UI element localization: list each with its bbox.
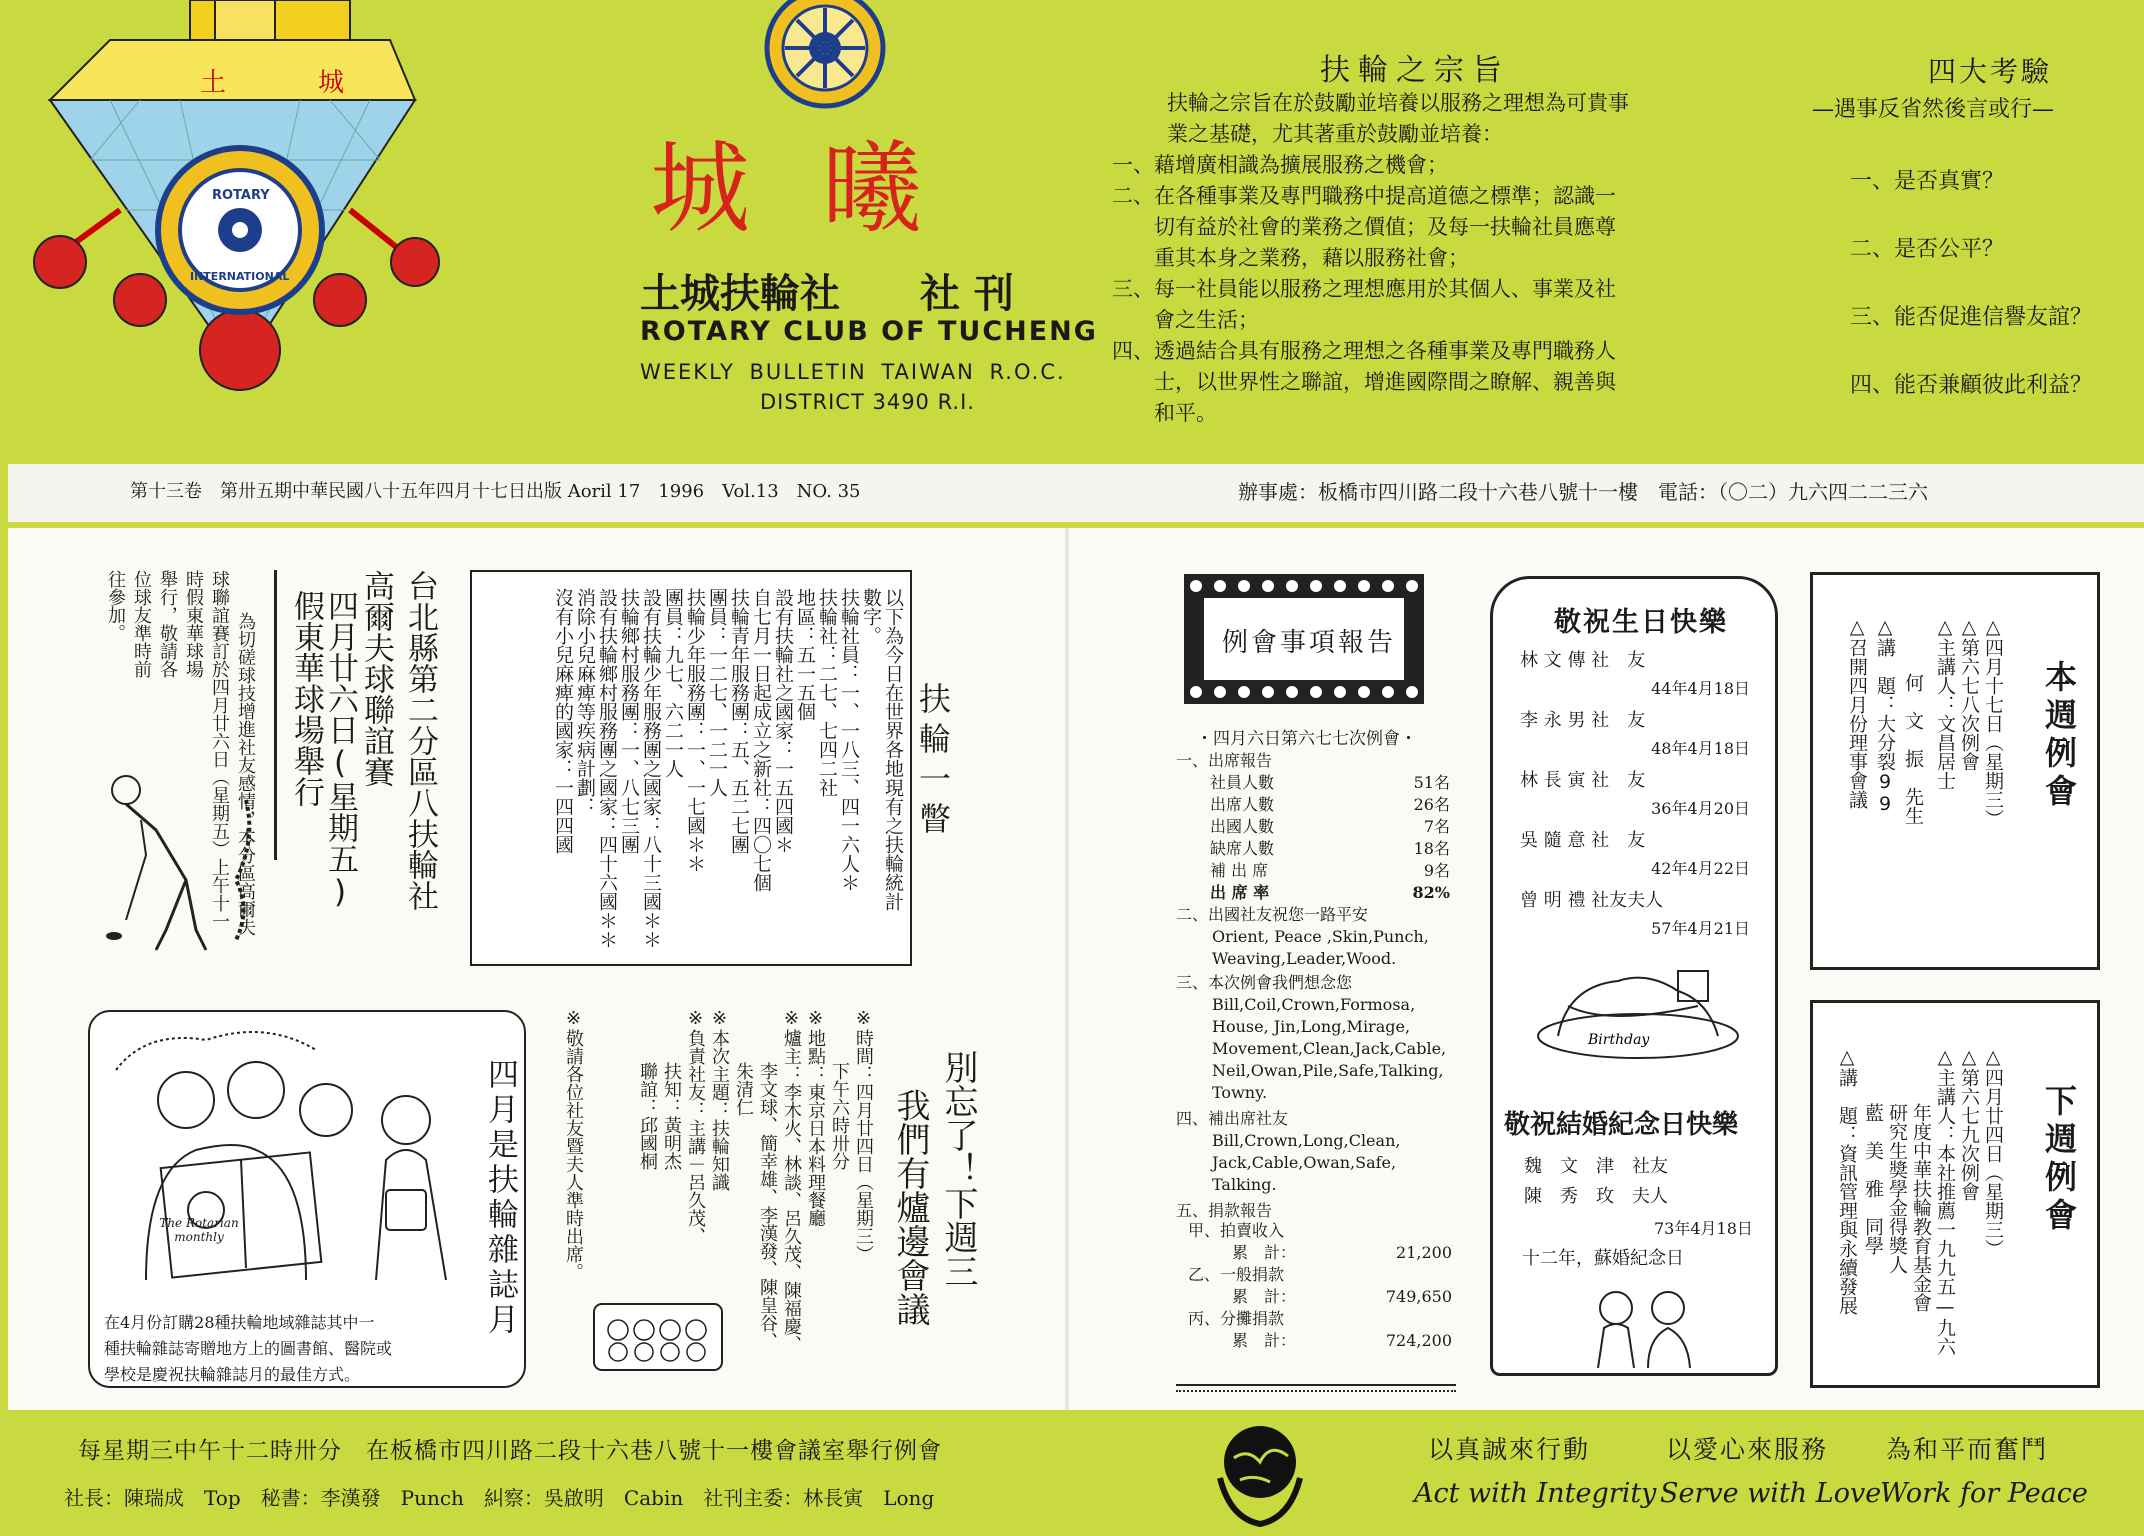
golf-title-1: 台北縣第二分區八扶輪社: [402, 570, 438, 911]
this-week-line-1: △四月十七日（星期三）: [1982, 616, 2004, 828]
objects-item-2c: 重其本身之業務，藉以服務社會；: [1112, 246, 1469, 270]
miss-line-5: Towny.: [1212, 1083, 1268, 1102]
diamond-logo: [30, 0, 440, 440]
logo-emblem-bottom: INTERNATIONAL: [190, 270, 290, 283]
meeting-info: 每星期三中午十二時卅分 在板橋市四川路二段十六巷八號十一樓會議室舉行例會: [78, 1438, 942, 1464]
anniversary-note: 十二年，蘇婚紀念日: [1522, 1248, 1684, 1269]
attendance-row: 缺席人數 18名: [1210, 839, 1450, 858]
donation-row: 累 計： 749,650: [1232, 1287, 1452, 1306]
objects-intro-1: 扶輪之宗旨在於鼓勵並培養以服務之理想為可貴事: [1167, 91, 1629, 115]
makeup-line-2: Jack,Cable,Owan,Safe,: [1212, 1153, 1397, 1172]
makeup-list: [1212, 1130, 1400, 1196]
objects-item-4b: 士，以世界性之聯誼，增進國際間之瞭解、親善與: [1112, 370, 1616, 394]
golf-body-6: 往參加。: [105, 570, 126, 642]
magazine-cover-text: The Rotarian monthly: [159, 1216, 239, 1244]
golf-body-5: 位球友準時前: [131, 570, 152, 678]
makeup-line-1: Bill,Crown,Long,Clean,: [1212, 1131, 1401, 1150]
travel-line-2: Weaving,Leader,Wood.: [1212, 949, 1397, 968]
motto-cn-1: 以真誠來行動: [1428, 1435, 1591, 1464]
motto-en-2: Serve with Love: [1660, 1478, 1882, 1509]
golf-title-frame: [274, 570, 277, 860]
officers: 社長：陳瑞成 Top 秘書：李漢發 Punch 糾察：吳啟明 Cabin 社刊主委：林長寅 Long: [64, 1486, 935, 1510]
fireside-line-8: ※負責社友：主講－呂久茂、: [685, 1008, 706, 1245]
glance-line-1: 以下為今日在世界各地現有之扶輪統計: [882, 588, 904, 911]
magazine-caption-2: 種扶輪雜誌寄贈地方上的圖書館、醫院或: [104, 1339, 393, 1358]
golf-body-1: 為切磋球技增進社友感情，本分區高爾夫: [235, 612, 256, 936]
club-name-cn: 土城扶輪社 社 刊: [640, 271, 1014, 317]
golf-title-4: 假東華球場舉行: [288, 590, 324, 807]
motto-en-3: Work for Peace: [1880, 1478, 2088, 1509]
fireside-line-9: 扶知：黃明杰: [661, 1008, 682, 1170]
golf-title-2: 高爾夫球聯誼賽: [358, 570, 394, 787]
anniversary-name-1: 魏 文 津 社友: [1524, 1156, 1668, 1177]
birthday-list: [1520, 646, 1750, 946]
travel-header: 二、出國社友祝您一路平安: [1176, 905, 1369, 924]
report-bottom-border: [1176, 1384, 1456, 1392]
fireside-line-4: ※爐主：李木火、林談、呂久茂、陳福慶、: [781, 1008, 802, 1353]
logo-text-right: 城: [318, 68, 345, 98]
objects-title: 扶輪之宗旨: [1320, 53, 1510, 88]
fireside-title-1: 別忘了！下週三: [938, 1050, 978, 1288]
golf-body-4: 舉行，敬請各: [157, 570, 178, 678]
this-week-line-5: △講 題：大分裂99: [1874, 616, 1896, 815]
motto-en-1: Act with Integrity: [1414, 1478, 1657, 1509]
birthday-title: 敬祝生日快樂: [1554, 607, 1728, 638]
this-week-line-4: 何 文 振 先生: [1902, 616, 1924, 825]
fireside-line-5: 李文球、簡幸雄、李漢發、陳皇谷、: [757, 1008, 778, 1350]
issue-info: 第十三卷 第卅五期中華民國八十五年四月十七日出版 Aoril 17 1996 Vol.13 NO. 35: [130, 481, 861, 502]
this-week-title: 本週例會: [2040, 660, 2078, 812]
objects-item-1: 一、藉增廣相識為擴展服務之機會；: [1112, 153, 1448, 177]
next-week-line-1: △四月廿四日（星期三）: [1982, 1046, 2004, 1258]
donation-label-3: 丙、分攤捐款: [1188, 1309, 1285, 1328]
rotary-wheel-icon: [760, 0, 890, 110]
donation-header: 五、捐款報告: [1176, 1201, 1273, 1220]
magazine-caption-3: 學校是慶祝扶輪雜誌月的最佳方式。: [104, 1365, 361, 1384]
magazine-title: 四月是扶輪雜誌月: [482, 1058, 518, 1338]
golf-body-3: 時假東華球場: [183, 570, 204, 678]
fireside-line-7: ※本次主題：扶輪知識: [709, 1008, 730, 1191]
four-way-title: 四大考驗: [1928, 55, 2053, 88]
glance-line-6: 設有扶輪社之國家：一五四國＊: [772, 588, 794, 854]
objects-text: [1112, 88, 1629, 429]
fireside-line-11: ※敬請各位社友暨夫人準時出席。: [563, 1008, 584, 1281]
glance-line-8: 扶輪青年服務團：五、五二七團: [728, 588, 750, 854]
glance-line-3: 扶輪社員：一、一八三、四一六人＊: [838, 588, 860, 892]
club-name-en: ROTARY CLUB OF TUCHENG: [640, 316, 1098, 347]
glance-title: 扶輪一瞥: [914, 682, 952, 842]
this-week-line-2: △第六七八次例會: [1958, 616, 1980, 771]
next-week-line-5: 研究生獎學金得獎人: [1886, 1046, 1908, 1274]
glance-line-10: 扶輪少年服務團：一、一七國＊＊: [684, 588, 706, 873]
makeup-header: 四、補出席社友: [1176, 1109, 1289, 1128]
logo-emblem-top: ROTARY: [212, 188, 270, 203]
next-week-title: 下週例會: [2040, 1084, 2078, 1236]
objects-item-2a: 二、在各種事業及專門職務中提高道德之標準；認識一: [1112, 184, 1616, 208]
birthday-date-5: 57年4月21日: [1651, 919, 1750, 938]
anniversary-names: [1524, 1152, 1668, 1212]
fireside-line-1: ※時間：四月廿四日（星期三）: [853, 1008, 874, 1263]
attendance-row: 補 出 席 9名: [1210, 861, 1450, 880]
attendance-row: 社員人數 51名: [1210, 773, 1450, 792]
glance-line-5: 地區：五一五個: [794, 588, 816, 721]
attendance-header: 一、出席報告: [1176, 751, 1273, 770]
report-title: 例會事項報告: [1222, 628, 1397, 658]
attendance-table: [1210, 772, 1450, 904]
miss-line-1: Bill,Coil,Crown,Formosa,: [1212, 995, 1416, 1014]
miss-header: 三、本次例會我們想念您: [1176, 973, 1353, 992]
anniversary-title: 敬祝結婚紀念日快樂: [1504, 1110, 1739, 1140]
glance-line-14: 設有扶輪鄉村服務團之國家：四十六國＊＊: [596, 588, 618, 949]
motto-cn-3: 為和平而奮鬥: [1886, 1435, 2049, 1464]
glance-line-15: 消除小兒麻痺等疾病計劃：: [574, 588, 596, 816]
next-week-line-2: △第六七九次例會: [1958, 1046, 1980, 1201]
birthday-name-2: 李 永 男 社 友: [1520, 710, 1646, 731]
objects-intro-2: 業之基礎，尤其著重於鼓勵並培養：: [1167, 122, 1503, 146]
globe-hands-icon: [1212, 1418, 1308, 1528]
couple-illustration: [1576, 1280, 1706, 1370]
glance-line-7: 自七月一日起成立之新社：四〇七個: [750, 588, 772, 892]
golfer-illustration: [96, 760, 266, 960]
next-week-line-4: 年度中華扶輪教育基金會: [1910, 1046, 1932, 1312]
four-way-item-4: 四、能否兼顧彼此利益？: [1850, 373, 2093, 398]
miss-line-2: House, Jin,Long,Mirage,: [1212, 1017, 1411, 1036]
magazine-illustration: [106, 1030, 466, 1290]
office-info: 辦事處：板橋市四川路二段十六巷八號十一樓 電話：（〇二）九六四二二三六: [1238, 480, 1928, 504]
birthday-date-3: 36年4月20日: [1651, 799, 1750, 818]
svg-text:Birthday: Birthday: [1588, 1032, 1650, 1048]
miss-line-4: Neil,Owan,Pile,Safe,Talking,: [1212, 1061, 1444, 1080]
fireside-line-6: 朱清仁: [733, 1008, 754, 1116]
next-week-line-3: △主講人：本社推薦一九九五—九六: [1934, 1046, 1956, 1356]
magazine-caption: [104, 1310, 392, 1388]
cake-illustration: [1528, 956, 1748, 1066]
birthday-name-1: 林 文 傳 社 友: [1520, 650, 1646, 671]
bulletin-line1: WEEKLY BULLETIN TAIWAN R.O.C.: [640, 360, 1066, 384]
attendance-row: 出 席 率 82%: [1210, 883, 1450, 902]
this-week-line-3: △主講人：文昌居士: [1934, 616, 1956, 790]
report-date: ・四月六日第六七七次例會・: [1196, 729, 1417, 749]
glance-line-4: 扶輪社：二七、七四二社: [816, 588, 838, 797]
miss-line-3: Movement,Clean,Jack,Cable,: [1212, 1039, 1447, 1058]
anniversary-date: 73年4月18日: [1654, 1219, 1753, 1238]
fireside-line-2: 下午六時卅分: [829, 1008, 850, 1170]
miss-list: [1212, 994, 1446, 1104]
next-week-line-7: △講 題：資訊管理與永續發展: [1836, 1046, 1858, 1315]
fold-shadow: [1065, 528, 1069, 1410]
donation-label-1: 甲、拍賣收入: [1188, 1221, 1285, 1240]
birthday-date-2: 48年4月18日: [1651, 739, 1750, 758]
attendance-row: 出國人數 7名: [1210, 817, 1450, 836]
attendance-row: 出席人數 26名: [1210, 795, 1450, 814]
donation-row: 累 計： 724,200: [1232, 1331, 1452, 1350]
objects-item-3a: 三、每一社員能以服務之理想應用於其個人、事業及社: [1112, 277, 1616, 301]
objects-item-2b: 切有益於社會的業務之價值；及每一扶輪社員應尊: [1112, 215, 1616, 239]
fireside-line-10: 聯誼：邱國桐: [637, 1008, 658, 1170]
donation-table: [1188, 1220, 1452, 1352]
four-way-subtitle: —遇事反省然後言或行—: [1812, 97, 2055, 122]
travel-list: [1212, 926, 1429, 970]
footer-band: [0, 1410, 2144, 1536]
logo-text-left: 土: [200, 68, 227, 98]
glance-line-13: 扶輪鄉村服務團：一、八七三團: [618, 588, 640, 854]
birthday-date-1: 44年4月18日: [1651, 679, 1750, 698]
birthday-name-3: 林 長 寅 社 友: [1520, 770, 1646, 791]
fireside-line-3: ※地點：東京日本料理餐廳: [805, 1008, 826, 1227]
bulletin-line2: DISTRICT 3490 R.I.: [760, 390, 975, 414]
objects-item-4a: 四、透過結合具有服務之理想之各種事業及專門職務人: [1112, 339, 1616, 363]
birthday-name-5: 曾 明 禮 社友夫人: [1520, 890, 1664, 911]
motto-cn-2: 以愛心來服務: [1666, 1435, 1829, 1464]
birthday-name-4: 吳 隨 意 社 友: [1520, 830, 1646, 851]
bulletin-title: 城 曦: [650, 130, 942, 247]
four-way-item-1: 一、是否真實？: [1850, 169, 2005, 194]
magazine-caption-1: 在4月份訂購28種扶輪地域雜誌其中一: [104, 1313, 375, 1332]
four-way-item-2: 二、是否公平？: [1850, 237, 2005, 262]
golf-body-2: 球聯誼賽訂於四月廿六日（星期五）上午十一: [209, 570, 230, 930]
glance-line-2: 數字。: [860, 588, 882, 645]
objects-item-4c: 和平。: [1112, 401, 1217, 425]
golf-title-3: 四月廿六日(星期五): [322, 590, 358, 910]
anniversary-name-2: 陳 秀 玫 夫人: [1524, 1186, 1668, 1207]
glance-line-16: 沒有小兒麻痺的國家：一四四國: [552, 588, 574, 854]
travel-line-1: Orient, Peace ,Skin,Punch,: [1212, 927, 1429, 946]
objects-item-3b: 會之生活；: [1112, 308, 1259, 332]
this-week-line-6: △召開四月份理事會議: [1846, 616, 1868, 809]
glance-line-9: 團員：一二七、一二一人: [706, 588, 728, 797]
four-way-item-3: 三、能否促進信譽友誼？: [1850, 305, 2093, 330]
glance-line-11: 團員：九七、六二一人: [662, 588, 684, 778]
donation-label-2: 乙、一般捐款: [1188, 1265, 1285, 1284]
donation-row: 累 計： 21,200: [1232, 1243, 1452, 1262]
glance-line-12: 設有扶輪少年服務團之國家：八十三國＊＊: [640, 588, 662, 949]
birthday-date-4: 42年4月22日: [1651, 859, 1750, 878]
next-week-line-6: 藍 美 雅 同學: [1862, 1046, 1884, 1255]
fireside-title-2: 我們有爐邊會議: [890, 1088, 930, 1326]
makeup-line-3: Talking.: [1212, 1175, 1277, 1194]
bento-box-illustration: [588, 1290, 728, 1380]
